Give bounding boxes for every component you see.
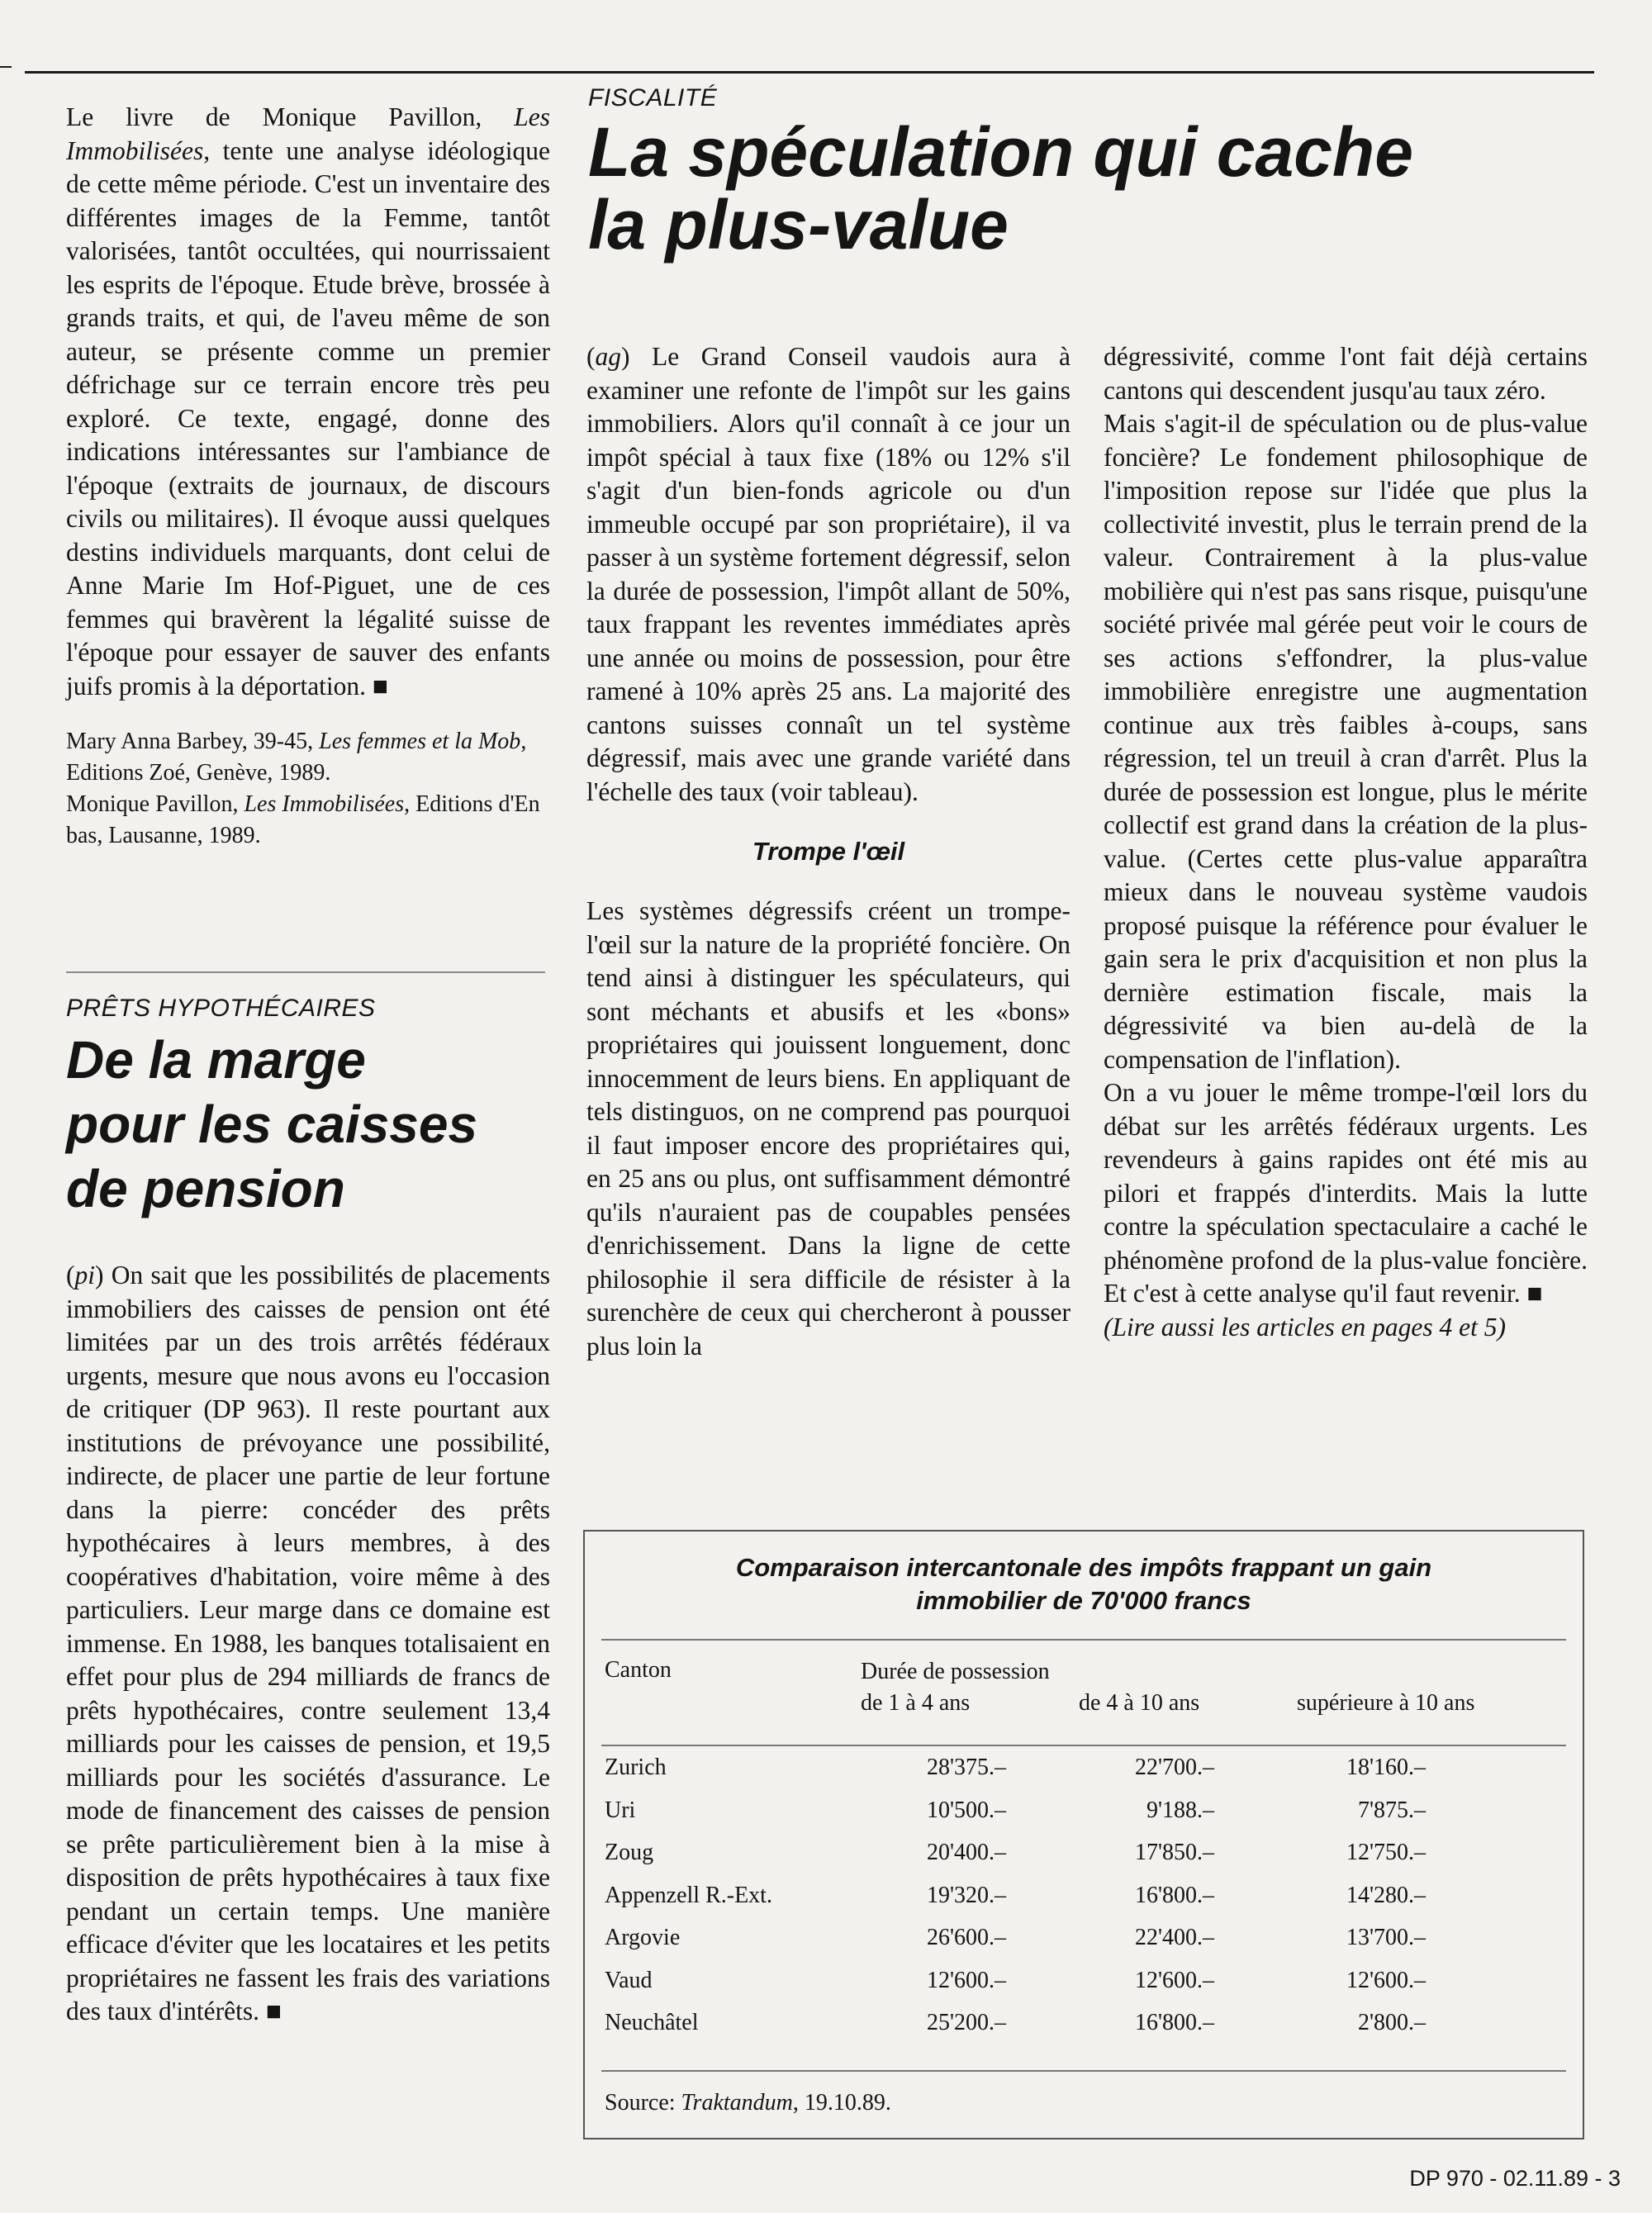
table-source: Source: Traktandum, 19.10.89. — [605, 2090, 891, 2116]
table-cell-value: 28'375.– — [926, 1755, 1006, 1780]
table-rule-top — [601, 1639, 1566, 1641]
left-article-body: Le livre de Monique Pavillon, Les Immobilisées, tente une analyse idéologique de cette même période. C'est un inventaire des différentes images de la Femme, tantôt valorisées, tantôt occultées, qui nourrissaient les esprits de l'époque. Etude brève, brossée à grands traits, et qui, de l'aveu même de son auteur, se présente comme un premier défrichage sur ce terrain encore très peu exploré. Ce texte, engagé, donne des indications intéressantes sur l'ambiance de l'époque (extraits de journaux, de discours civils ou militaires). Il évoque aussi quelques destins individuels marquants, dont celui de Anne Marie Im Hof-Piguet, une de ces femmes qui bravèrent la légalité suisse de l'époque pour essayer de sauver des enfants juifs promis à la déportation. ■ — [66, 102, 550, 700]
table-row-canton: Zurich — [605, 1755, 667, 1780]
reference-pavillon: Monique Pavillon, Les Immobilisées, Editions d'En bas, Lausanne, 1989. — [66, 791, 540, 848]
table-row-canton: Argovie — [605, 1925, 681, 1950]
header-rule — [25, 71, 1594, 74]
table-row-canton: Appenzell R.-Ext. — [605, 1882, 772, 1908]
page-footer: DP 970 - 02.11.89 - 3 — [1409, 2166, 1621, 2191]
table-cell-value: 12'600.– — [926, 1967, 1006, 1993]
table-title: Comparaison intercantonale des impôts frappant un gain immobilier de 70'000 francs — [735, 1553, 1432, 1615]
header-col-3: supérieure à 10 ans — [1297, 1690, 1475, 1716]
pension-body: (pi) On sait que les possibilités de placements immobiliers des caisses de pension ont été limitées par un des trois arrêtés fédéraux urgents, mesure que nous avons eu l'occasion de critiquer (DP 963). Il reste pourtant aux institutions de prévoyance une possibilité, indirecte, de placer une partie de leur fortune dans la pierre: concéder des prêts hypothécaires à leurs membres, à des coopératives d'habitation, voire même à des particuliers. Leur marge dans ce domaine est immense. En 1988, les banques totalisaient en effet pour plus de 294 milliards de francs de prêts hypothécaires, contre seulement 13,4 milliards pour les caisses de pension, et 19,5 milliards pour les sociétés d'assurance. Le mode de financement des caisses de pension se prête particulièrement bien à la mise à disposition de prêts hypothécaires à taux fixe pendant un certain temps. Une manière efficace d'éviter que les locataires et les petits propriétaires ne fassent les frais des variations des taux d'intérêts. ■ — [66, 1261, 550, 2025]
comparison-table — [583, 1530, 1584, 2139]
table-row-canton: Uri — [605, 1797, 636, 1823]
table-cell-value: 25'200.– — [926, 2010, 1006, 2035]
main-headline: La spéculation qui cache la plus-value — [588, 113, 1413, 264]
table-cell-value: 22'400.– — [1134, 1925, 1214, 1950]
main-para-2: Les systèmes dégressifs créent un trompe-l'œil sur la nature de la propriété foncière. On tend ainsi à distinguer les spéculateurs, qui sont méchants et abusifs et les «bons» propriétaires qui jouissent longuement, donc innocemment de leurs biens. En appliquant de tels distinguos, on ne comprend pas pourquoi il faut imposer encore des propriétaires qui, en 25 ans ou plus, ont suffisamment démontré qu'ils n'auraient pas de coupables pensées d'enrichissement. Dans la ligne de cette philosophie il sera difficile de résister à la surenchère de ceux qui chercheront à pousser plus loin la — [586, 896, 1070, 1361]
table-row-canton: Vaud — [605, 1967, 653, 1993]
subhead-trompe-l-oeil: Trompe l'œil — [752, 837, 905, 866]
reference-barbey: Mary Anna Barbey, 39-45, Les femmes et la Mob, Editions Zoé, Genève, 1989. — [66, 729, 527, 786]
table-cell-value: 26'600.– — [926, 1925, 1006, 1950]
pension-headline: De la marge pour les caisses de pension — [66, 1030, 478, 1218]
main-note: (Lire aussi les articles en pages 4 et 5) — [1104, 1312, 1507, 1342]
pension-article — [66, 995, 550, 2029]
header-duration: Durée de possession — [861, 1659, 1050, 1684]
left-article — [66, 101, 550, 852]
pension-kicker: PRÊTS HYPOTHÉCAIRES — [66, 995, 376, 1022]
table-cell-value: 9'188.– — [1146, 1797, 1214, 1823]
main-article-col-2 — [1104, 340, 1588, 1344]
table-cell-value: 12'750.– — [1346, 1840, 1426, 1865]
main-article-header — [588, 84, 1596, 264]
header-col-1: de 1 à 4 ans — [861, 1690, 971, 1716]
margin-tick — [0, 66, 12, 68]
main-kicker: FISCALITÉ — [588, 84, 718, 112]
table-row-canton: Neuchâtel — [605, 2010, 699, 2035]
table-cell-value: 14'280.– — [1346, 1882, 1426, 1908]
table-cell-value: 17'850.– — [1134, 1840, 1214, 1865]
table-rule-header — [601, 1745, 1566, 1746]
table-cell-value: 12'600.– — [1134, 1967, 1214, 1993]
table-cell-value: 22'700.– — [1134, 1755, 1214, 1780]
table-row-canton: Zoug — [605, 1840, 654, 1865]
table-cell-value: 2'800.– — [1357, 2010, 1426, 2035]
section-divider — [66, 971, 545, 973]
header-col-2: de 4 à 10 ans — [1079, 1690, 1200, 1716]
table-cell-value: 13'700.– — [1346, 1925, 1426, 1950]
table-cell-value: 7'875.– — [1357, 1797, 1426, 1823]
main-article-col-1 — [586, 340, 1070, 1363]
main-para-1: (ag) Le Grand Conseil vaudois aura à examiner une refonte de l'impôt sur les gains immobiliers. Alors qu'il connaît à ce jour un impôt spécial à taux fixe (18% ou 12% s'il s'agit d'un bien-fonds agricole ou d'un immeuble occupé par son propriétaire), il va passer à un système fortement dégressif, selon la durée de possession, l'impôt allant de 50%, taux frappant les reventes immédiates après une année ou moins de possession, pour être ramené à 10% après 25 ans. La majorité des cantons suisses connaît un tel système dégressif, mais avec une grande variété dans l'échelle des taux (voir tableau). — [586, 342, 1070, 806]
table-cell-value: 12'600.– — [1346, 1967, 1426, 1993]
main-para-3: dégressivité, comme l'ont fait déjà certains cantons qui descendent jusqu'au taux zéro. — [1104, 342, 1588, 405]
main-para-4: Mais s'agit-il de spéculation ou de plus-value foncière? Le fondement philosophique de l'imposition repose sur l'idée que plus la collectivité investit, plus le terrain prend de la valeur. Contrairement à la plus-value mobilière qui n'est pas sans risque, puisqu'une société privée mal gérée peut voir le cours de ses actions s'effondrer, la plus-value immobilière enregistre une augmentation continue aux très faibles à-coups, sans régression, tel un treuil à cran d'arrêt. Plus la durée de possession est longue, plus le mérite collectif est grand dans la création de la plus-value. (Certes cette plus-value apparaîtra mieux dans le nouveau système vaudois proposé puisque la référence pour évaluer le gain sera le prix d'acquisition et non plus la dernière estimation fiscale, mais la dégressivité va bien au-delà de la compensation de l'inflation). — [1104, 409, 1588, 1074]
table-rule-bottom — [601, 2070, 1566, 2072]
header-canton: Canton — [605, 1657, 672, 1683]
table-cell-value: 16'800.– — [1134, 1882, 1214, 1908]
table-cell-value: 20'400.– — [926, 1840, 1006, 1865]
table-cell-value: 19'320.– — [926, 1882, 1006, 1908]
main-para-5: On a vu jouer le même trompe-l'œil lors du débat sur les arrêtés fédéraux urgents. Les revendeurs à gains rapides ont été mis au pilori et frappés d'interdits. Mais la lutte contre la spéculation spectaculaire a caché le phénomène profond de la plus-value foncière. Et c'est à cette analyse qu'il faut revenir. ■ — [1104, 1078, 1588, 1308]
table-cell-value: 16'800.– — [1134, 2010, 1214, 2035]
table-cell-value: 18'160.– — [1346, 1755, 1426, 1780]
table-cell-value: 10'500.– — [926, 1797, 1006, 1823]
